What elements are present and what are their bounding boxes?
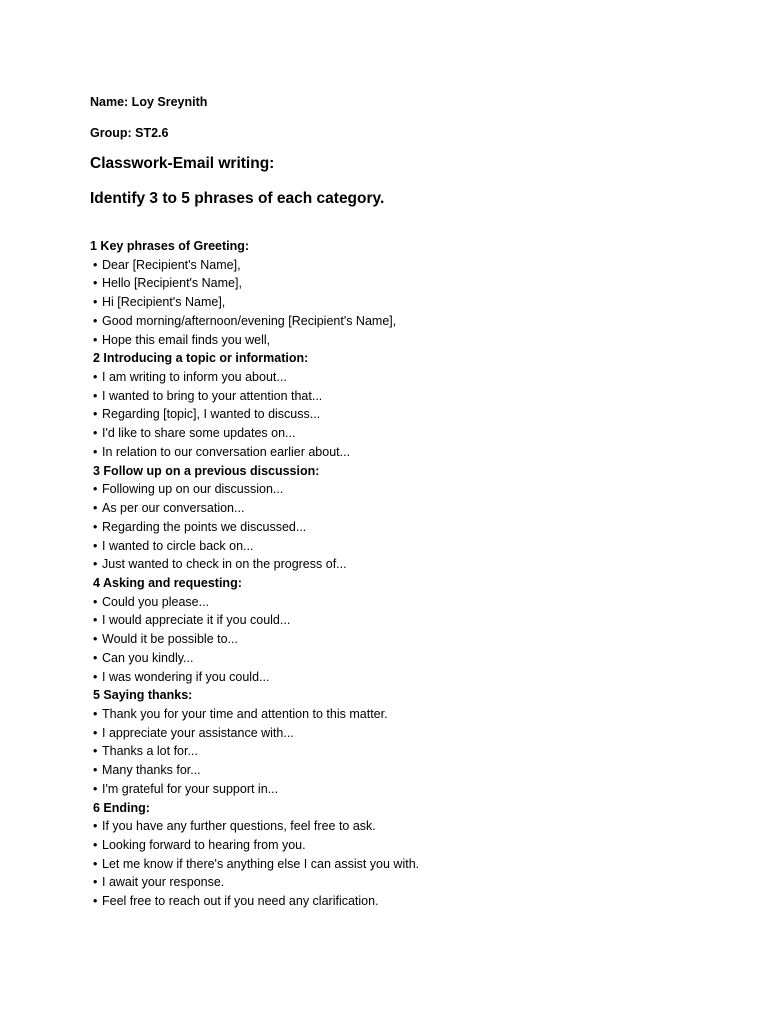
document-subtitle: Identify 3 to 5 phrases of each category. xyxy=(90,190,385,207)
list-item xyxy=(90,668,730,687)
bullet-icon: • xyxy=(93,706,98,721)
phrase-text: Would it be possible to... xyxy=(102,632,238,647)
phrase-text: I await your response. xyxy=(102,875,225,890)
phrase-text: Good morning/afternoon/evening [Recipient's Name], xyxy=(102,313,397,328)
section-introducing-topic xyxy=(90,349,730,461)
list-item xyxy=(90,293,730,312)
phrase-text: Regarding the points we discussed... xyxy=(102,519,307,534)
list-item xyxy=(90,518,730,537)
list-item xyxy=(90,836,730,855)
phrase-text: Regarding [topic], I wanted to discuss... xyxy=(102,407,321,422)
phrase-list xyxy=(90,480,730,574)
bullet-icon: • xyxy=(93,819,98,834)
phrase-text: Hope this email finds you well, xyxy=(102,332,271,347)
list-item xyxy=(90,480,730,499)
section-saying-thanks xyxy=(90,686,730,798)
phrase-text: Following up on our discussion... xyxy=(102,482,284,497)
list-item xyxy=(90,873,730,892)
list-item xyxy=(90,630,730,649)
bullet-icon: • xyxy=(93,557,98,572)
list-item xyxy=(90,368,730,387)
list-item xyxy=(90,742,730,761)
list-item xyxy=(90,780,730,799)
list-item xyxy=(90,555,730,574)
list-item xyxy=(90,312,730,331)
bullet-icon: • xyxy=(93,538,98,553)
bullet-icon: • xyxy=(93,725,98,740)
list-item xyxy=(90,817,730,836)
section-heading: 6 Ending: xyxy=(93,800,150,815)
phrase-list xyxy=(90,256,730,350)
phrase-text: I would appreciate it if you could... xyxy=(102,613,291,628)
phrase-text: Can you kindly... xyxy=(102,650,194,665)
list-item xyxy=(90,443,730,462)
bullet-icon: • xyxy=(93,444,98,459)
section-greeting xyxy=(90,237,730,349)
bullet-icon: • xyxy=(93,426,98,441)
bullet-icon: • xyxy=(93,295,98,310)
phrase-text: Many thanks for... xyxy=(102,763,201,778)
list-item xyxy=(90,424,730,443)
bullet-icon: • xyxy=(93,594,98,609)
phrase-text: Hello [Recipient's Name], xyxy=(102,276,242,291)
phrase-text: I'd like to share some updates on... xyxy=(102,426,296,441)
phrase-list xyxy=(90,368,730,462)
section-heading: 2 Introducing a topic or information: xyxy=(93,351,309,366)
section-heading: 3 Follow up on a previous discussion: xyxy=(93,463,320,478)
list-item xyxy=(90,331,730,350)
list-item xyxy=(90,387,730,406)
phrase-list xyxy=(90,705,730,799)
phrase-text: I wanted to circle back on... xyxy=(102,538,254,553)
list-item xyxy=(90,855,730,874)
section-heading: 5 Saying thanks: xyxy=(93,688,193,703)
document-title: Classwork-Email writing: xyxy=(90,155,275,172)
bullet-icon: • xyxy=(93,744,98,759)
phrase-text: If you have any further questions, feel free to ask. xyxy=(102,819,376,834)
phrase-text: Feel free to reach out if you need any clarification. xyxy=(102,894,379,909)
phrase-text: I appreciate your assistance with... xyxy=(102,725,294,740)
bullet-icon: • xyxy=(93,257,98,272)
section-heading: 1 Key phrases of Greeting: xyxy=(90,239,250,253)
list-item xyxy=(90,405,730,424)
bullet-icon: • xyxy=(93,407,98,422)
phrase-list xyxy=(90,593,730,687)
phrase-text: I was wondering if you could... xyxy=(102,669,270,684)
bullet-icon: • xyxy=(93,482,98,497)
list-item xyxy=(90,593,730,612)
phrase-text: Hi [Recipient's Name], xyxy=(102,295,226,310)
phrase-text: I am writing to inform you about... xyxy=(102,370,287,385)
bullet-icon: • xyxy=(93,856,98,871)
bullet-icon: • xyxy=(93,781,98,796)
list-item xyxy=(90,649,730,668)
phrase-text: Let me know if there's anything else I can assist you with. xyxy=(102,856,420,871)
phrase-text: Thanks a lot for... xyxy=(102,744,198,759)
list-item xyxy=(90,537,730,556)
bullet-icon: • xyxy=(93,650,98,665)
list-item xyxy=(90,761,730,780)
bullet-icon: • xyxy=(93,894,98,909)
section-heading: 4 Asking and requesting: xyxy=(93,575,242,590)
section-follow-up xyxy=(90,462,730,574)
phrase-text: I wanted to bring to your attention that... xyxy=(102,388,323,403)
bullet-icon: • xyxy=(93,632,98,647)
student-name: Name: Loy Sreynith xyxy=(90,95,208,109)
phrase-text: Dear [Recipient's Name], xyxy=(102,257,241,272)
list-item xyxy=(90,256,730,275)
bullet-icon: • xyxy=(93,875,98,890)
bullet-icon: • xyxy=(93,313,98,328)
phrase-text: As per our conversation... xyxy=(102,501,245,516)
phrase-text: Just wanted to check in on the progress of... xyxy=(102,557,347,572)
bullet-icon: • xyxy=(93,669,98,684)
phrase-text: Could you please... xyxy=(102,594,210,609)
list-item xyxy=(90,892,730,911)
bullet-icon: • xyxy=(93,276,98,291)
section-ending xyxy=(90,799,730,911)
document-page xyxy=(90,92,730,911)
phrase-list xyxy=(90,817,730,911)
bullet-icon: • xyxy=(93,332,98,347)
list-item xyxy=(90,611,730,630)
bullet-icon: • xyxy=(93,763,98,778)
list-item xyxy=(90,499,730,518)
bullet-icon: • xyxy=(93,388,98,403)
phrase-text: In relation to our conversation earlier about... xyxy=(102,444,351,459)
list-item xyxy=(90,274,730,293)
bullet-icon: • xyxy=(93,501,98,516)
bullet-icon: • xyxy=(93,370,98,385)
bullet-icon: • xyxy=(93,613,98,628)
phrase-text: I'm grateful for your support in... xyxy=(102,781,279,796)
phrase-text: Looking forward to hearing from you. xyxy=(102,838,306,852)
list-item xyxy=(90,724,730,743)
list-item xyxy=(90,705,730,724)
phrase-text: Thank you for your time and attention to this matter. xyxy=(102,706,388,721)
phrase-sections xyxy=(90,237,730,911)
section-asking-requesting xyxy=(90,574,730,686)
bullet-icon: • xyxy=(93,519,98,534)
bullet-icon: • xyxy=(93,838,98,852)
student-group: Group: ST2.6 xyxy=(90,126,169,140)
